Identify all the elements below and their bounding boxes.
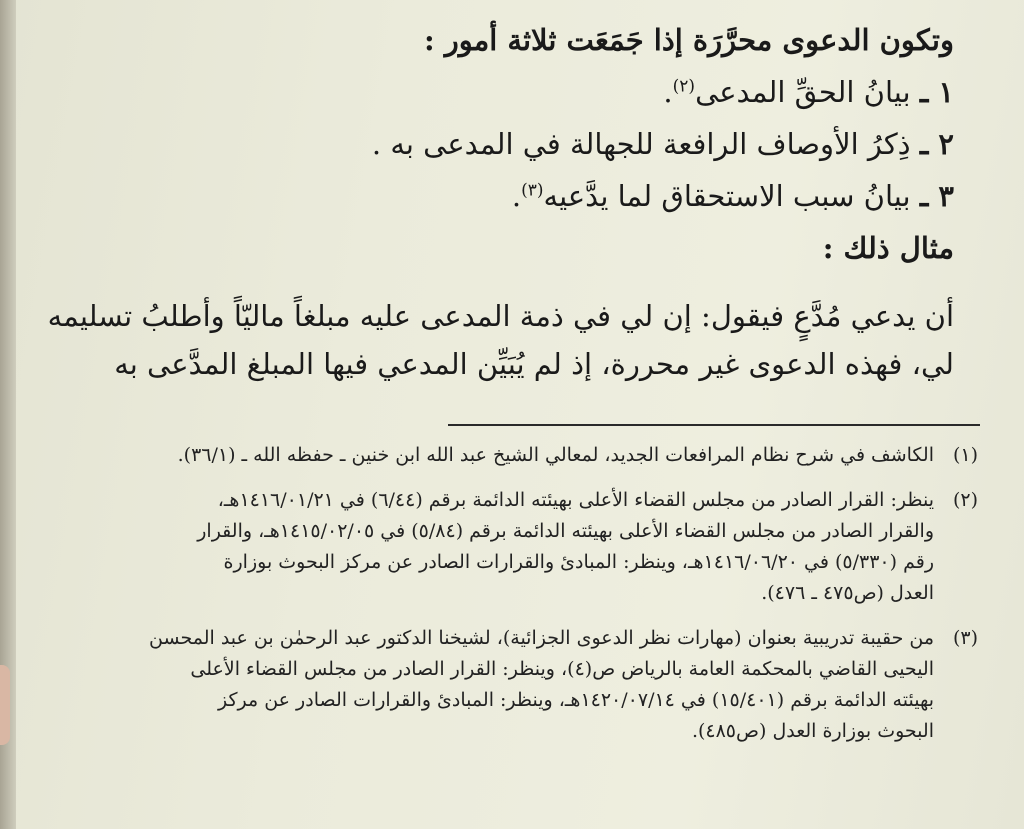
footnote-ref[interactable]: (٢) — [672, 76, 696, 97]
footnote-body — [46, 485, 934, 609]
example-heading: مثال ذلك : — [822, 231, 954, 265]
footnote-body — [46, 440, 934, 471]
footnote-3 — [46, 623, 978, 747]
footnote-body — [46, 623, 934, 747]
footnote-ref[interactable]: (٣) — [521, 180, 544, 201]
footnote-line: من حقيبة تدريبية بعنوان (مهارات نظر الدعوى الجزائية)، لشيخنا الدكتور عبد الرحمٰن بن عبد المحسن — [149, 627, 934, 649]
paragraph-line: لي، فهذه الدعوى غير محررة، إذ لم يُبَيِّن المدعي فيها المبلغ المدَّعى به — [114, 347, 954, 381]
main-text — [24, 14, 954, 388]
example-paragraph — [24, 292, 954, 388]
item-number: ٢ ـ — [919, 127, 954, 161]
item-number: ٣ ـ — [919, 179, 954, 213]
footnote-line: رقم (٥/٣٣٠) في ١٤١٦/٠٦/٢٠هـ، وينظر: المبادئ والقرارات الصادر عن مركز البحوث بوزارة — [223, 551, 934, 573]
footnote-line: ينظر: القرار الصادر من مجلس القضاء الأعلى بهيئته الدائمة برقم (٦/٤٤) في ١٤١٦/٠١/٢١هـ، — [217, 489, 934, 511]
footnote-line: بهيئته الدائمة برقم (١٥/٤٠١) في ١٤٢٠/٠٧/١٤هـ، وينظر: المبادئ والقرارات الصادر عن مركز — [217, 689, 934, 711]
list-item-1 — [24, 66, 954, 118]
footnote-divider — [448, 424, 980, 426]
list-item-2 — [24, 118, 954, 170]
paragraph-line: أن يدعي مُدَّعٍ فيقول: إن لي في ذمة المدعى عليه مبلغاً ماليّاً وأطلبُ تسليمه — [47, 299, 954, 333]
item-number: ١ ـ — [919, 75, 954, 109]
item-text: ذِكرُ الأوصاف الرافعة للجهالة في المدعى به . — [371, 127, 911, 161]
item-text: بيانُ الحقِّ المدعى — [695, 75, 911, 109]
footnote-1 — [46, 440, 978, 471]
footnote-line: العدل (ص٤٧٥ ـ ٤٧٦). — [761, 582, 934, 604]
footnote-line: البحوث بوزارة العدل (ص٤٨٥). — [691, 720, 934, 742]
footnotes — [46, 440, 978, 761]
footnote-line: والقرار الصادر من مجلس القضاء الأعلى بهيئته الدائمة برقم (٥/٨٤) في ١٤١٥/٠٢/٠٥هـ، والقرار — [197, 520, 934, 542]
item-text: بيانُ سبب الاستحقاق لما يدَّعيه — [543, 179, 911, 213]
footnote-number: (٣) — [952, 627, 978, 649]
footnote-number: (٢) — [952, 489, 978, 511]
item-end: . — [663, 75, 673, 109]
page-edge-tab — [0, 665, 10, 745]
footnote-2 — [46, 485, 978, 609]
footnote-line: اليحيى القاضي بالمحكمة العامة بالرياض ص(٤)، وينظر: القرار الصادر من مجلس القضاء الأعلى — [190, 658, 934, 680]
footnote-number: (١) — [952, 444, 978, 466]
section-heading: وتكون الدعوى محرَّرَة إذا جَمَعَت ثلاثة أمور : — [423, 23, 954, 57]
item-end: . — [511, 179, 522, 213]
footnote-line: الكاشف في شرح نظام المرافعات الجديد، لمعالي الشيخ عبد الله ابن خنين ـ حفظه الله ـ (٣٦/١). — [177, 444, 934, 466]
list-item-3 — [24, 170, 954, 222]
